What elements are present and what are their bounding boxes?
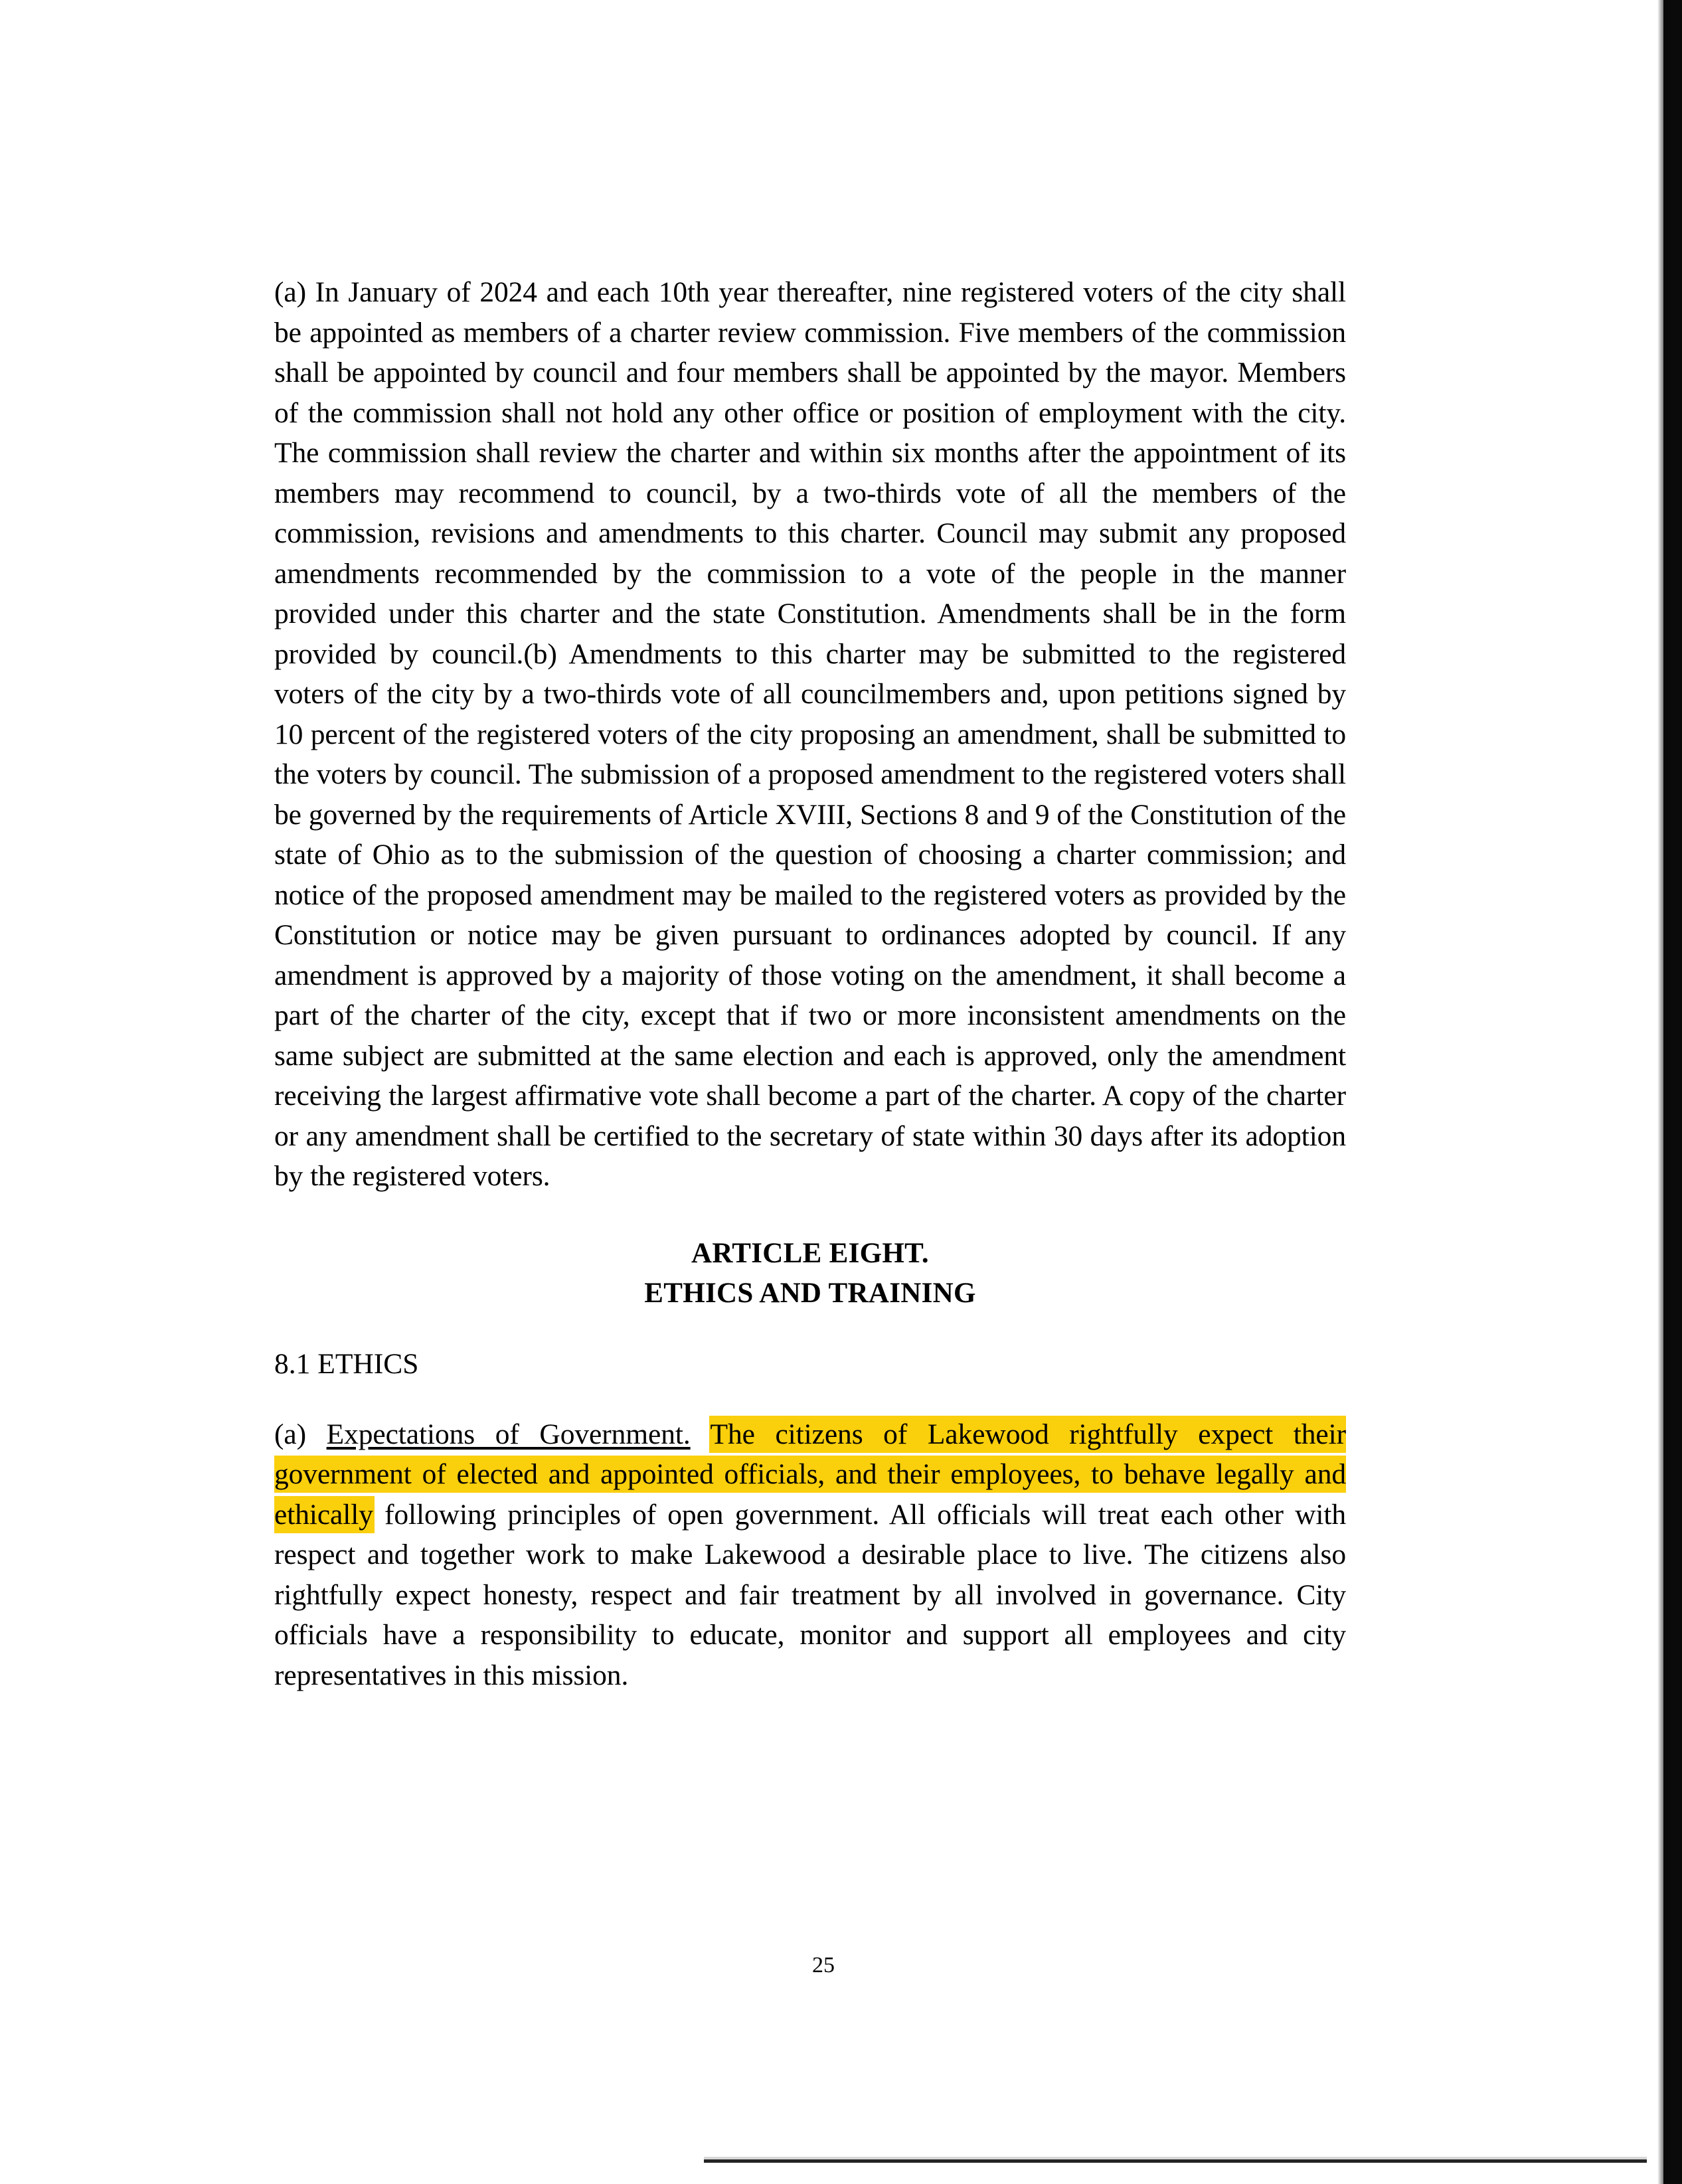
section-heading-ethics: 8.1 ETHICS — [274, 1347, 419, 1380]
spacer — [274, 1384, 1346, 1414]
spacer — [274, 1313, 1346, 1344]
scan-bottom-edge-line — [704, 2159, 1647, 2163]
article-heading-line-1: ARTICLE EIGHT. — [691, 1237, 929, 1269]
text-column — [274, 272, 1346, 1695]
paragraph-rest: following principles of open government. All officials will treat each other with respect and together work to make Lakewood a desirable place to live. The citizens also rightfully expect honesty, respect and fair treatment by all involved in governance. City officials have a responsibility to educate, monitor and support all employees and city representatives in this mission. — [274, 1498, 1346, 1691]
paragraph-charter-review: (a) In January of 2024 and each 10th year thereafter, nine registered voters of the city shall be appointed as members of a charter review commission. Five members of the commission shall be appointed by council and four members shall be appointed by the mayor. Members of the commission shall not hold any other office or position of employment with the city. The commission shall review the charter and within six months after the appointment of its members may recommend to council, by a two-thirds vote of all the members of the commission, revisions and amendments to this charter. Council may submit any proposed amendments recommended by the commission to a vote of the people in the manner provided under this charter and the state Constitution. Amendments shall be in the form provided by council.(b) Amendments to this charter may be submitted to the registered voters of the city by a two-thirds vote of all councilmembers and, upon petitions signed by 10 percent of the registered voters of the city proposing an amendment, shall be submitted to the voters by council. The submission of a proposed amendment to the registered voters shall be governed by the requirements of Article XVIII, Sections 8 and 9 of the Constitution of the state of Ohio as to the submission of the question of choosing a charter commission; and notice of the proposed amendment may be mailed to the registered voters as provided by the Constitution or notice may be given pursuant to ordinances adopted by council. If any amendment is approved by a majority of those voting on the amendment, it shall become a part of the charter of the city, except that if two or more inconsistent amendments on the same subject are submitted at the same election and each is approved, only the amendment receiving the largest affirmative vote shall become a part of the charter. A copy of the charter or any amendment shall be certified to the secretary of state within 30 days after its adoption by the registered voters. — [274, 276, 1346, 1192]
page-number: 25 — [812, 1953, 835, 1977]
scan-gutter-band — [1663, 0, 1682, 2184]
paragraph-title-underlined: Expectations of Government. — [326, 1418, 691, 1450]
highlighted-text: The citizens of Lakewood rightfully expect their government of elected and appointed officials, and their employees, to behave legally and ethically — [274, 1418, 1346, 1531]
scan-gutter-shadow — [1657, 0, 1663, 2184]
paragraph-label: (a) — [274, 1418, 327, 1450]
paragraph-spacer — [691, 1418, 711, 1450]
article-heading — [274, 1234, 1346, 1313]
spacer — [274, 1197, 1346, 1234]
paragraph-expectations-of-government — [274, 1414, 1346, 1696]
article-heading-line-2: ETHICS AND TRAINING — [644, 1277, 976, 1309]
